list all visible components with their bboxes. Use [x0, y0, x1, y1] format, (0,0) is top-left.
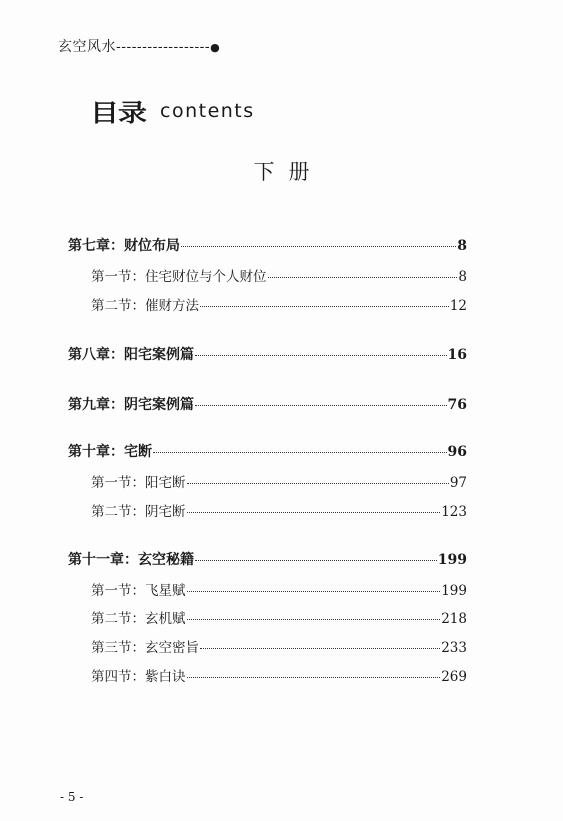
- toc-entry-title: 第七章：财位布局: [68, 238, 180, 254]
- toc-entry-title: 第四节：紫白诀: [91, 669, 186, 685]
- bullet-dot-icon: ●: [210, 41, 221, 54]
- dot-leader: [187, 511, 441, 513]
- toc-entry-page: 8: [457, 238, 467, 254]
- dot-leader: [195, 354, 447, 356]
- toc-entry-title: 第二节：玄机赋: [91, 611, 186, 627]
- dot-leader: [200, 305, 449, 307]
- toc-entry-page: 16: [447, 347, 467, 363]
- dot-leader: [268, 276, 458, 278]
- dot-leader: [181, 245, 456, 247]
- toc-entry-title: 第八章：阳宅案例篇: [68, 347, 194, 363]
- toc-entry-page: 199: [437, 552, 467, 568]
- contents-logo-english: contents: [160, 100, 255, 122]
- toc-entry-page: 12: [449, 298, 467, 314]
- toc-entry-title: 第二节：催财方法: [91, 298, 199, 314]
- toc-entry-title: 第二节：阴宅断: [91, 504, 186, 520]
- toc-entry-page: 76: [447, 397, 467, 413]
- toc-entry-title: 第十一章：玄空秘籍: [68, 552, 194, 568]
- toc-section-entry: [91, 265, 467, 285]
- running-header-text: 玄空风水------------------: [58, 39, 211, 55]
- toc-section-entry: [91, 579, 467, 599]
- page-number: - 5 -: [60, 790, 84, 804]
- toc-chapter-entry: [68, 549, 467, 569]
- toc-entry-page: 269: [441, 669, 467, 685]
- dot-leader: [187, 618, 441, 620]
- dot-leader: [187, 590, 441, 592]
- toc-entry-title: 第一节：阳宅断: [91, 475, 186, 491]
- toc-entry-title: 第九章：阴宅案例篇: [68, 397, 194, 413]
- toc-chapter-entry: [68, 344, 467, 364]
- dot-leader: [195, 404, 447, 406]
- toc-entry-page: 199: [441, 583, 467, 599]
- toc-entry-page: 97: [449, 475, 467, 491]
- toc-entry-title: 第十章：宅断: [68, 444, 152, 460]
- toc-section-entry: [91, 294, 467, 314]
- toc-chapter-entry: [68, 394, 467, 414]
- toc-entry-title: 第三节：玄空密旨: [91, 640, 199, 656]
- toc-section-entry: [91, 636, 467, 656]
- toc-chapter-entry: [68, 441, 467, 461]
- toc-chapter-entry: [68, 235, 467, 255]
- toc-section-entry: [91, 607, 467, 627]
- toc-entry-page: 233: [441, 640, 467, 656]
- toc-entry-title: 第一节：住宅财位与个人财位: [91, 269, 267, 285]
- dot-leader: [195, 559, 437, 561]
- toc-section-entry: [91, 665, 467, 685]
- dot-leader: [187, 482, 449, 484]
- toc-entry-page: 218: [441, 611, 467, 627]
- volume-title: 下册: [253, 160, 324, 184]
- toc-entry-page: 8: [458, 269, 467, 285]
- dot-leader: [153, 451, 447, 453]
- toc-entry-page: 123: [441, 504, 467, 520]
- toc-entry-title: 第一节：飞星赋: [91, 583, 186, 599]
- toc-entry-page: 96: [447, 444, 467, 460]
- dot-leader: [200, 647, 440, 649]
- toc-section-entry: [91, 471, 467, 491]
- contents-logo-chinese: 目录: [90, 98, 147, 127]
- toc-section-entry: [91, 500, 467, 520]
- dot-leader: [187, 676, 441, 678]
